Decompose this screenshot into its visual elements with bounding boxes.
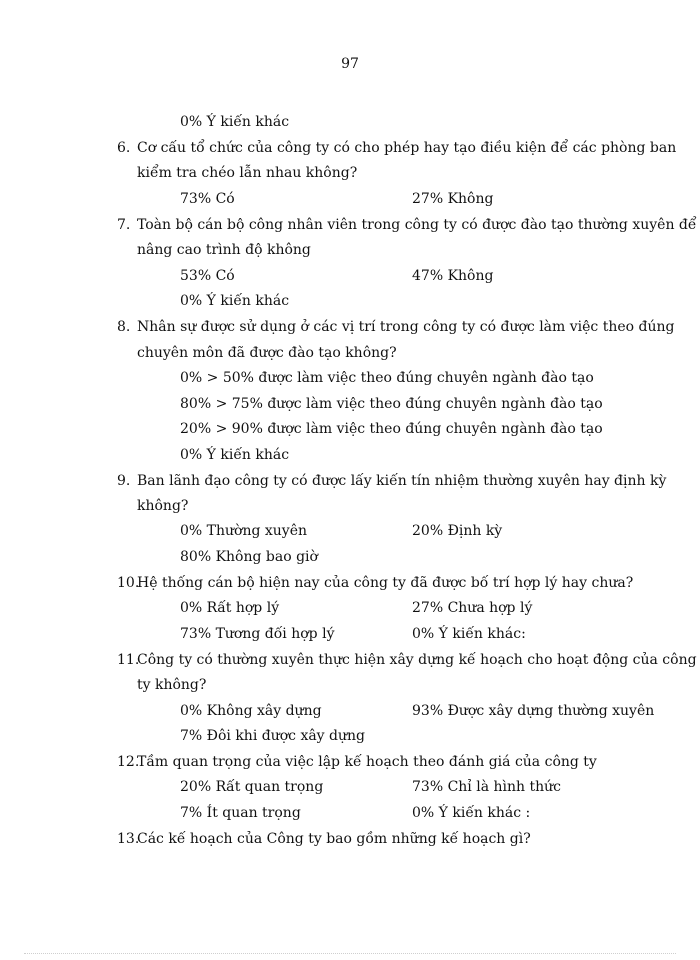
page-number: 97 [341,56,359,72]
option-text: 80% > 75% được làm việc theo đúng chuyên ngành đào tạo [180,396,603,412]
question-text: Ban lãnh đạo công ty có được lấy kiến tín nhiệm thường xuyên hay định kỳ [137,473,667,489]
option-text: 0% Không xây dựng [180,703,322,719]
option-text: 7% Đôi khi được xây dựng [180,728,366,744]
question-text: Nhân sự được sử dụng ở các vị trí trong công ty có được làm việc theo đúng [137,319,675,335]
question-number: 10. [117,575,140,591]
question-number: 6. [117,140,131,156]
page-bottom-divider [24,953,676,954]
question-text: Công ty có thường xuyên thực hiện xây dựng kế hoạch cho hoạt động của công [137,652,697,668]
question-text: Hệ thống cán bộ hiện nay của công ty đã được bố trí hợp lý hay chưa? [137,575,634,591]
question-text: kiểm tra chéo lẫn nhau không? [137,165,358,181]
question-number: 7. [117,217,131,233]
option-text: 0% Ý kiến khác: [412,626,526,642]
question-text: ty không? [137,677,207,693]
option-text: 73% Chỉ là hình thức [412,779,561,795]
option-text: 20% Định kỳ [412,523,503,539]
option-text: 0% Ý kiến khác [180,114,290,130]
option-text: 93% Được xây dựng thường xuyên [412,703,655,719]
option-text: 0% > 50% được làm việc theo đúng chuyên ngành đào tạo [180,370,594,386]
question-number: 11. [117,652,140,668]
option-text: 7% Ít quan trọng [180,805,301,821]
question-number: 8. [117,319,131,335]
option-text: 0% Rất hợp lý [180,600,280,616]
option-text: 0% Ý kiến khác [180,293,290,309]
option-text: 20% > 90% được làm việc theo đúng chuyên ngành đào tạo [180,421,603,437]
option-text: 73% Tương đối hợp lý [180,626,335,642]
option-text: 0% Ý kiến khác : [412,805,531,821]
option-text: 27% Chưa hợp lý [412,600,533,616]
option-text: 73% Có [180,191,235,207]
question-text: Các kế hoạch của Công ty bao gồm những kế hoạch gì? [137,831,531,847]
question-text: chuyên môn đã được đào tạo không? [137,345,397,361]
option-text: 47% Không [412,268,494,284]
question-text: Cơ cấu tổ chức của công ty có cho phép hay tạo điều kiện để các phòng ban [137,140,677,156]
option-text: 20% Rất quan trọng [180,779,324,795]
option-text: 53% Có [180,268,235,284]
option-text: 0% Ý kiến khác [180,447,290,463]
question-text: không? [137,498,189,514]
option-text: 0% Thường xuyên [180,523,308,539]
question-text: nâng cao trình độ không [137,242,311,258]
question-text: Toàn bộ cán bộ công nhân viên trong công ty có được đào tạo thường xuyên để [137,217,697,233]
question-number: 9. [117,473,131,489]
question-number: 12. [117,754,140,770]
question-number: 13. [117,831,140,847]
question-text: Tầm quan trọng của việc lập kế hoạch theo đánh giá của công ty [137,754,597,770]
option-text: 27% Không [412,191,494,207]
option-text: 80% Không bao giờ [180,549,318,565]
